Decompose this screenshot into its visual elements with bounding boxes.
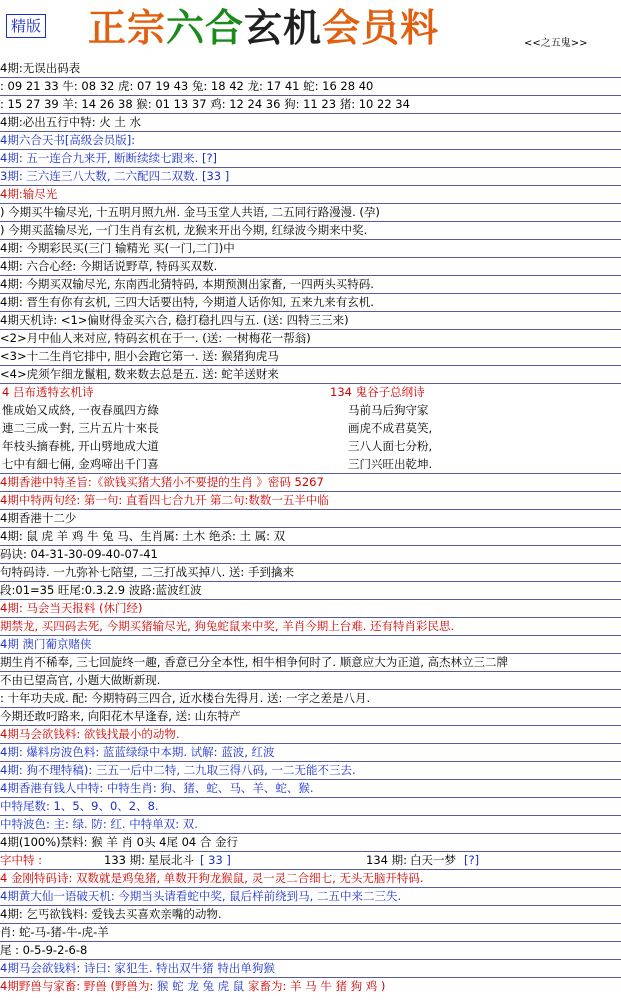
- text-line: 4期: 今期彩民买(三门 输精光 买(一门,二门)中: [0, 241, 235, 255]
- text-line: 4期(100%)禁料: 猴 羊 肖 0头 4尾 04 合 金行: [0, 835, 239, 849]
- text-line: 4期六合天书[高级会员版]:: [0, 133, 136, 147]
- poem-left-line: 七中有細七倆, 金鸡啼出千门喜: [2, 457, 159, 471]
- text-line: 4期: 晋生有你有玄机, 三四大话要出特, 今期道人话你知, 五来九来有玄机.: [0, 295, 374, 309]
- text-line: 4期:输尽光: [0, 187, 58, 201]
- text-line: 4期马会欲钱料: 欲钱找最小的动物.: [0, 727, 180, 741]
- poem-right-line: 三门兴旺出乾坤.: [348, 457, 433, 471]
- text-line: 期禁龙, 买四码去死, 今期买猪输尽光, 狗兔蛇鼠来中奖, 羊肖今期上台难. 还有特肖彩民思.: [0, 619, 455, 633]
- divider: [0, 941, 621, 942]
- forecast-part: 字中特 :: [0, 853, 43, 867]
- forecast-line: [0, 852, 621, 868]
- forecast-part: 星辰北斗: [148, 853, 194, 867]
- text-line: 今期还敢叼路来, 向阳花木早逢春, 送: 山东特产: [0, 709, 241, 723]
- text-line: 4期香港中特圣旨:《欲钱买猪大猪小不要提的生肖 》密码 5267: [0, 475, 324, 489]
- text-line: 码诀: 04-31-30-09-40-07-41: [0, 547, 158, 561]
- text-line: <4>虎须乍细龙鬣粗, 数来数去总是五. 送: 蛇羊送财来: [0, 367, 279, 381]
- page-title: [88, 6, 439, 50]
- text-line: 4期中特两句经: 第一句: 直看四七合九开 第二句:数数一五半中临: [0, 493, 329, 507]
- text-line: <2>月中仙人来对应, 特码玄机在于一. (送: 一树梅花一帮翁): [0, 331, 311, 345]
- text-line: ) 今期买牛输尽光, 十五明月照九州. 金马玉堂人共语, 二五同行路漫漫. (孕): [0, 205, 380, 219]
- divider: [0, 185, 621, 186]
- divider: [0, 635, 621, 636]
- text-line: 4期天机诗: <1>偏财得金买六合, 稳打稳扎四与五. (送: 四特三三来): [0, 313, 349, 327]
- poem-left-line: 連二三成一對, 三片五片十來長: [2, 421, 159, 435]
- text-line: 句特码诗. 一九弥补七陪望, 二三打战买掉八. 送: 手到擒来: [0, 565, 294, 579]
- badge-label: 精版: [6, 14, 46, 38]
- text-line: 4期: 六合心经: 今期话说野草, 特码买双数.: [0, 259, 218, 273]
- wild-domestic-part: 家畜为:: [244, 979, 290, 993]
- text-line: : 09 21 33 牛: 08 32 虎: 07 19 43 兔: 18 42 龙: 17 41 蛇: 16 28 40: [0, 79, 374, 93]
- text-line: 4期:必出五行中特: 火 土 水: [0, 115, 142, 129]
- poem-right-line: 画虎不成君莫笑,: [348, 421, 433, 435]
- page-subtitle: <<之五鬼>>: [524, 38, 588, 49]
- text-line: 肖: 蛇-马-猪-牛-虎-羊: [0, 925, 109, 939]
- title-part: 正宗: [88, 5, 167, 50]
- text-line: 4期黄大仙一语破天机: 今期当头请看蛇中奖, 鼠后样前绕到马, 二五中来二三失.: [0, 889, 402, 903]
- text-line: 中特尾数: 1、5、9、0、2、8.: [0, 799, 159, 813]
- divider: [0, 509, 621, 510]
- text-line: 尾 : 0-5-9-2-6-8: [0, 943, 88, 957]
- text-line: 4期: 乞丐欲钱料: 爱钱去买喜欢亲嘴的动物.: [0, 907, 222, 921]
- text-line: 中特波色: 主: 绿. 防: 红. 中特单双: 双.: [0, 817, 198, 831]
- text-line: : 十年功夫成. 配: 今期特码三四合, 近水楼台先得月. 送: 一字之差是八月.: [0, 691, 371, 705]
- poem-left-title: 4 吕布透特玄机诗: [2, 385, 94, 399]
- text-line: 4期: 鼠 虎 羊 鸡 牛 兔 马、生肖属: 土木 绝杀: 土 属: 双: [0, 529, 286, 543]
- text-line: ) 今期买蓝输尽光, 一门生肖有玄机, 龙猴来开出今期, 红绿波今期来中奖.: [0, 223, 368, 237]
- poem-right-line: 马前马后狗守家: [348, 403, 429, 417]
- text-line: 4期: 五一连合九来开, 断断续续七跟来. [?]: [0, 151, 218, 165]
- text-line: 4期香港有钱人中特: 中特生肖: 狗、猪、蛇、马、羊、蛇、猴.: [0, 781, 314, 795]
- title-part: 玄机: [244, 5, 323, 50]
- text-line: 4期: 爆料房波色料: 蓝蓝绿绿中本期. 试解: 蓝波, 红波: [0, 745, 275, 759]
- text-line: 4期: 马会当天报料 (休门经): [0, 601, 143, 615]
- wild-domestic-part: 4期野兽与家畜: 野兽 (野兽为:: [0, 979, 158, 993]
- poem-left-line: 年枝头摘春桃, 开山劈地成大道: [2, 439, 159, 453]
- wild-domestic-line: [0, 978, 385, 994]
- text-line: 4期:无误出码表: [0, 61, 81, 75]
- wild-domestic-part: 羊 马 牛 猪 狗 鸡 ): [290, 979, 386, 993]
- header: [0, 0, 621, 60]
- poem-right-title: 134 鬼谷子总纲诗: [330, 385, 425, 399]
- text-line: 4期香港十二少: [0, 511, 77, 525]
- title-part: 料: [400, 5, 440, 50]
- poem-right-line: 三八人面七分粉,: [348, 439, 433, 453]
- text-line: 期生肖不稀奉, 三七回旋终一趣, 香意已分全本性, 相牛相争何时了. 顺意应大为正道, 高杰林立三二牌: [0, 655, 509, 669]
- text-line: 4期 澳门葡京赌侠: [0, 637, 92, 651]
- text-line: 不由已望高官, 小题大做断新现.: [0, 673, 161, 687]
- wild-domestic-part: 猴 蛇 龙 兔 虎 鼠: [157, 979, 245, 993]
- text-line: 段:01=35 旺尾:0.3.2.9 波路:蓝波红波: [0, 583, 202, 597]
- text-line: 4期: 狗不理特稿): 三五一后中二特, 二九取三得八码, 一二无能不三去.: [0, 763, 356, 777]
- text-line: : 15 27 39 羊: 14 26 38 猴: 01 13 37 鸡: 12 24 36 狗: 11 23 猪: 10 22 34: [0, 97, 410, 111]
- text-line: 4期: 今期买双输尽光, 东南西北猜特码, 本期预测出家畜, 一四两头买特码.: [0, 277, 374, 291]
- title-part: 会员: [322, 5, 401, 50]
- poem-left-line: 惟成始又成終, 一夜春風四方綠: [2, 403, 159, 417]
- forecast-part: 白天一梦: [410, 853, 456, 867]
- text-line: <3>十二生肖它排中, 胆小会跑它第一. 送: 猴猪狗虎马: [0, 349, 279, 363]
- text-line: 4 金刚特码诗: 双数就是鸡兔猪, 单数开狗龙猴鼠, 灵一灵二合细七, 无头无脑开特码.: [0, 871, 424, 885]
- text-line: 4期马会欲钱料: 诗曰: 家犯生. 特出双牛猪 特出单狗猴: [0, 961, 275, 975]
- text-line: 3期: 三六连三八大数, 二六配四二双数. [33 ]: [0, 169, 230, 183]
- forecast-part: 133 期:: [104, 853, 145, 867]
- forecast-part: [ 33 ]: [200, 853, 231, 867]
- forecast-part: [?]: [464, 853, 480, 867]
- title-part: 六合: [166, 5, 245, 50]
- forecast-part: 134 期:: [366, 853, 407, 867]
